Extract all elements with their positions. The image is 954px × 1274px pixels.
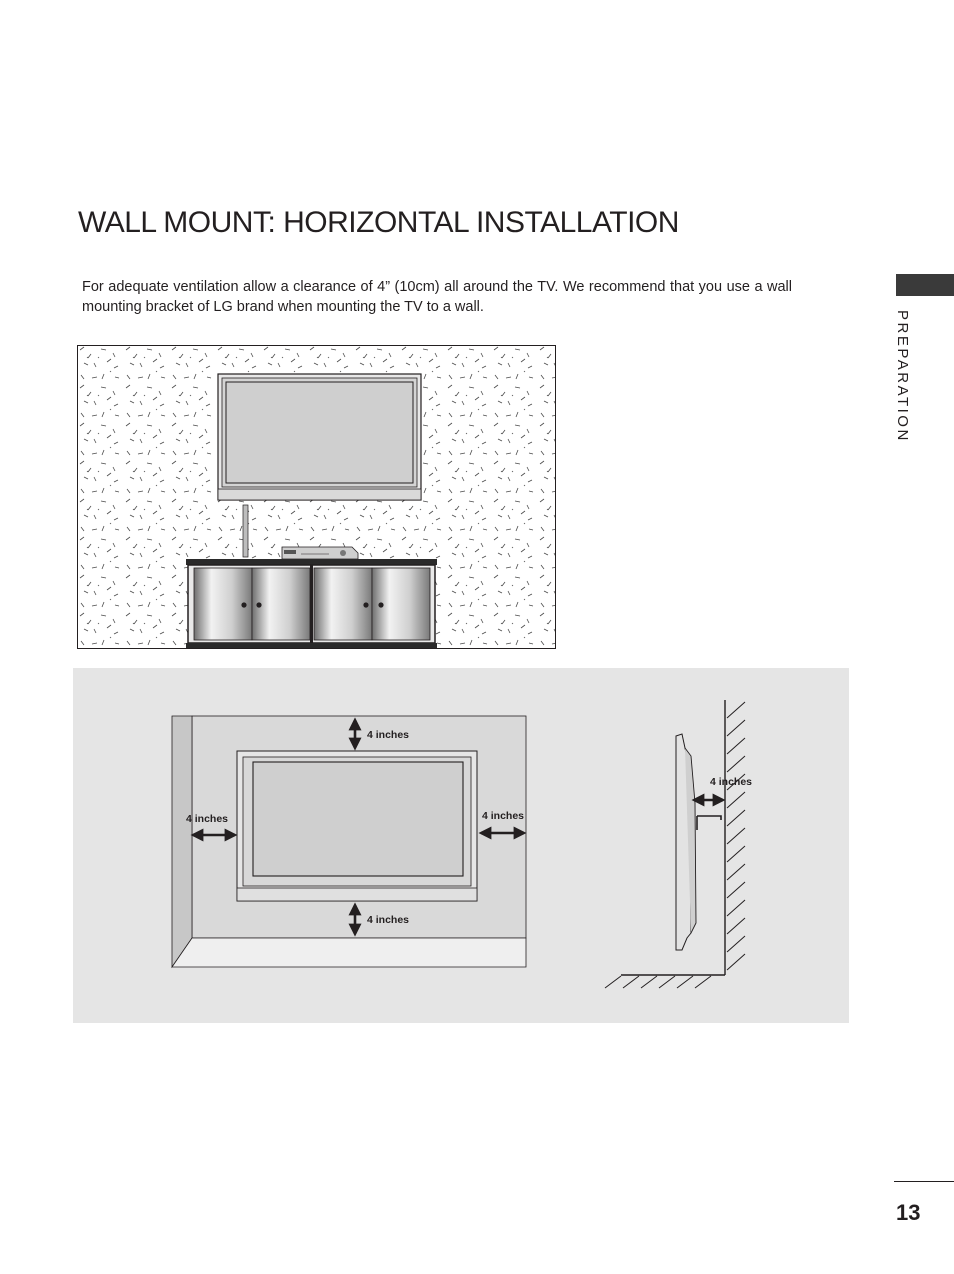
page-title: WALL MOUNT: HORIZONTAL INSTALLATION — [78, 206, 679, 239]
bottom-clearance-label: 4 inches — [367, 914, 410, 926]
clearance-illustration-svg — [73, 668, 849, 1023]
left-clearance-label: 4 inches — [186, 813, 229, 825]
right-clearance-label: 4 inches — [482, 810, 525, 822]
section-label: PREPARATION — [894, 310, 911, 443]
intro-paragraph: For adequate ventilation allow a clearance of 4” (10cm) all around the TV. We recommend that you use a wall mounting bracket of LG brand when mounting the TV to a wall. — [82, 279, 792, 315]
wall-mount-illustration — [77, 345, 556, 649]
tv-cabinet — [186, 559, 437, 648]
top-clearance-label: 4 inches — [367, 729, 410, 741]
side-gap-label: 4 inches — [710, 776, 753, 788]
av-device — [282, 547, 358, 559]
mounted-tv — [218, 374, 421, 500]
page-number: 13 — [896, 1200, 921, 1225]
page-number-rule — [894, 1181, 954, 1182]
section-tab-marker — [896, 274, 954, 296]
wall-mount-illustration-svg — [77, 345, 556, 649]
front-view-tv — [237, 751, 477, 901]
clearance-illustration — [73, 668, 849, 1023]
